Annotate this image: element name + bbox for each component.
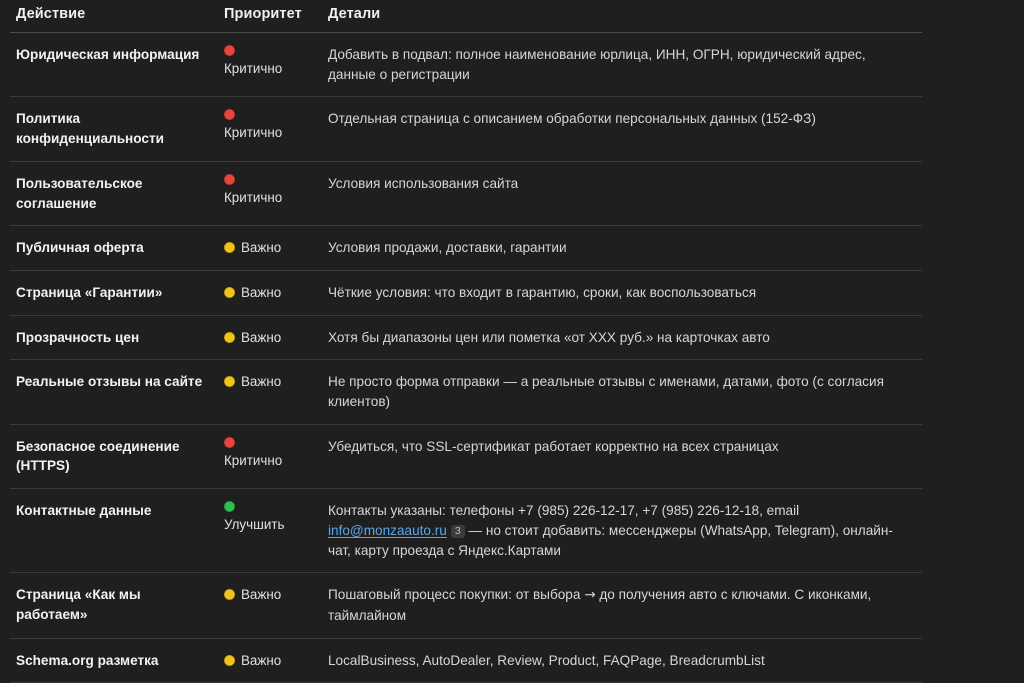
details-cell: Контакты указаны: телефоны +7 (985) 226-12-17, +7 (985) 226-12-18, email info@monzaauto.ru 3 — но стоит добавить: мессенджеры (WhatsApp, Telegram), онлайн-чат, карту проезда с Яндекс.Картами xyxy=(322,489,922,573)
action-cell: Публичная оферта xyxy=(10,226,218,271)
table-header-row xyxy=(10,0,922,33)
action-cell: Страница «Как мы работаем» xyxy=(10,573,218,638)
details-cell: Добавить в подвал: полное наименование юрлица, ИНН, ОГРН, юридический адрес, данные о регистрации xyxy=(322,33,922,97)
priority-label: Критично xyxy=(224,452,283,468)
table-row xyxy=(10,638,922,683)
priority-cell xyxy=(218,33,322,97)
priority-dot-icon xyxy=(224,174,235,185)
column-header-priority: Приоритет xyxy=(218,0,322,33)
details-cell: Условия использования сайта xyxy=(322,161,922,225)
priority-dot-icon xyxy=(224,501,235,512)
table-row xyxy=(10,270,922,315)
email-link[interactable]: info@monzaauto.ru xyxy=(328,522,447,538)
priority-label: Улучшить xyxy=(224,517,285,533)
table-row xyxy=(10,97,922,161)
priority-cell xyxy=(218,360,322,424)
action-cell: Политика конфиденциальности xyxy=(10,97,218,161)
priority-dot-icon xyxy=(224,437,235,448)
column-header-details: Детали xyxy=(322,0,922,33)
table-body xyxy=(10,33,922,683)
priority-cell xyxy=(218,97,322,161)
priority-cell xyxy=(218,573,322,638)
priority-label: Критично xyxy=(224,61,283,76)
action-cell: Страница «Гарантии» xyxy=(10,270,218,315)
priority-cell xyxy=(218,161,322,225)
details-cell: Убедиться, что SSL-сертификат работает корректно на всех страницах xyxy=(322,424,922,488)
table-row xyxy=(10,226,922,271)
details-cell: Не просто форма отправки — а реальные отзывы с именами, датами, фото (с согласия клиентов) xyxy=(322,360,922,424)
details-cell: Отдельная страница с описанием обработки персональных данных (152-ФЗ) xyxy=(322,97,922,161)
priority-label: Важно xyxy=(241,284,282,300)
table-row xyxy=(10,360,922,424)
priority-dot-icon xyxy=(224,242,235,253)
table-row xyxy=(10,33,922,97)
priority-dot-icon xyxy=(224,376,235,387)
action-cell: Реальные отзывы на сайте xyxy=(10,360,218,424)
table-row xyxy=(10,161,922,225)
table-row xyxy=(10,489,922,573)
priority-cell xyxy=(218,638,322,683)
priority-label: Важно xyxy=(241,240,282,256)
action-cell: Юридическая информация xyxy=(10,33,218,97)
details-cell: LocalBusiness, AutoDealer, Review, Product, FAQPage, BreadcrumbList xyxy=(322,638,922,683)
recommendations-table xyxy=(10,0,922,683)
reference-badge[interactable]: 3 xyxy=(451,525,465,538)
priority-cell xyxy=(218,424,322,488)
priority-cell xyxy=(218,489,322,573)
action-cell: Прозрачность цен xyxy=(10,315,218,360)
priority-label: Критично xyxy=(224,125,283,141)
priority-label: Важно xyxy=(241,329,282,345)
details-cell: Хотя бы диапазоны цен или пометка «от XXX руб.» на карточках авто xyxy=(322,315,922,360)
priority-dot-icon xyxy=(224,287,235,298)
priority-dot-icon xyxy=(224,109,235,120)
priority-label: Важно xyxy=(241,587,282,603)
priority-dot-icon xyxy=(224,45,235,56)
action-cell: Schema.org разметка xyxy=(10,638,218,683)
table-row xyxy=(10,424,922,488)
details-cell: Пошаговый процесс покупки: от выбора → до получения авто с ключами. С иконками, таймлайном xyxy=(322,573,922,638)
priority-label: Важно xyxy=(241,374,282,390)
arrow-right-icon: → xyxy=(584,587,596,604)
priority-label: Критично xyxy=(224,189,283,205)
details-cell: Условия продажи, доставки, гарантии xyxy=(322,226,922,271)
column-header-action: Действие xyxy=(10,0,218,33)
priority-label: Важно xyxy=(241,652,282,668)
priority-dot-icon xyxy=(224,332,235,343)
action-cell: Пользовательское соглашение xyxy=(10,161,218,225)
action-cell: Контактные данные xyxy=(10,489,218,573)
priority-dot-icon xyxy=(224,655,235,666)
priority-cell xyxy=(218,315,322,360)
action-cell: Безопасное соединение (HTTPS) xyxy=(10,424,218,488)
priority-dot-icon xyxy=(224,589,235,600)
priority-cell xyxy=(218,270,322,315)
table-row xyxy=(10,315,922,360)
table-row xyxy=(10,573,922,638)
priority-cell xyxy=(218,226,322,271)
table-header xyxy=(10,0,922,33)
details-cell: Чёткие условия: что входит в гарантию, сроки, как воспользоваться xyxy=(322,270,922,315)
